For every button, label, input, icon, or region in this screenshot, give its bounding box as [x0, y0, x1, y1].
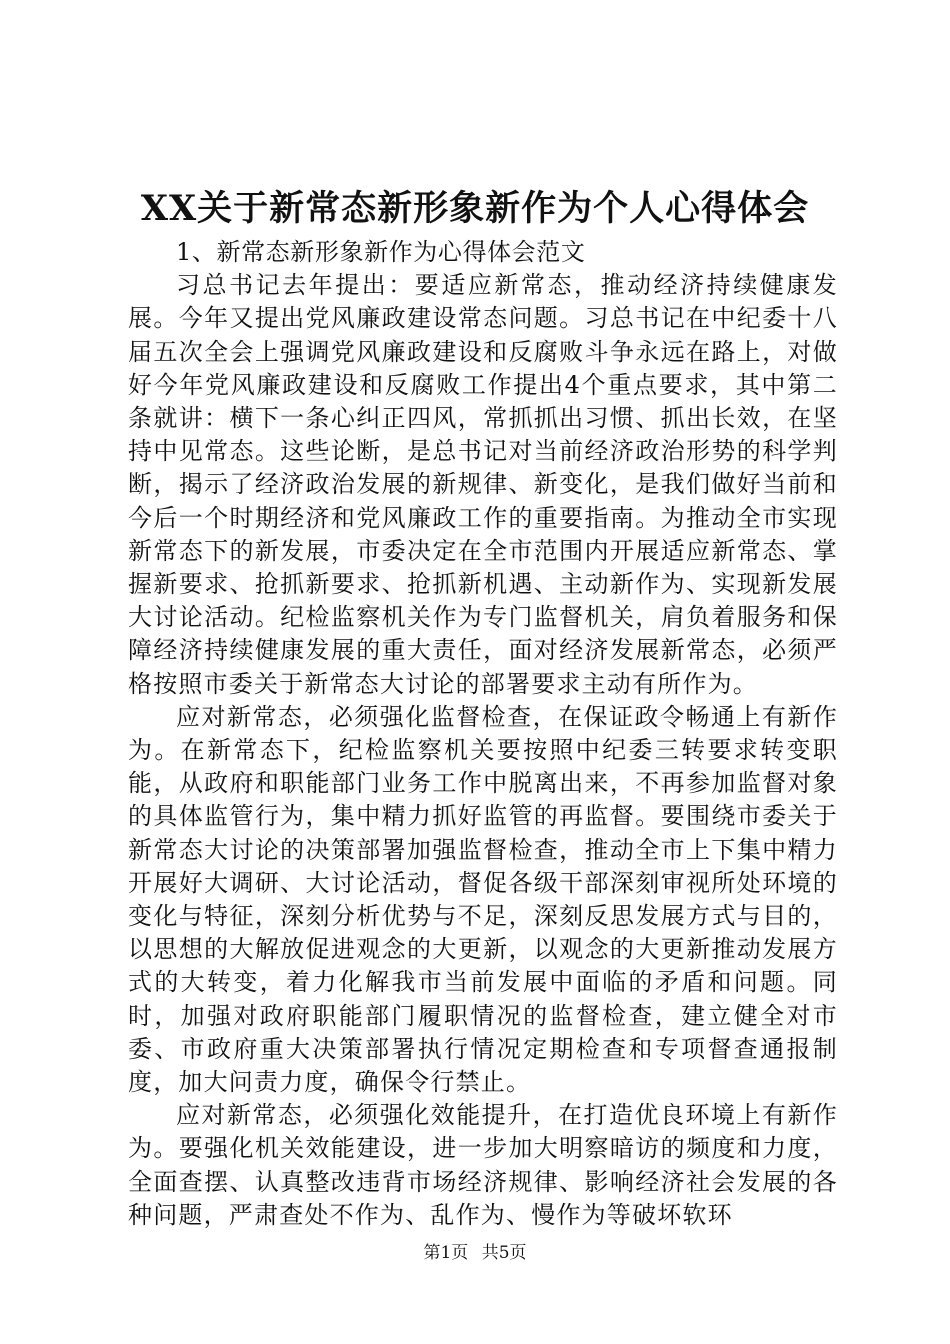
paragraph-2: 应对新常态，必须强化监督检查，在保证政令畅通上有新作为。在新常态下，纪检监察机关要按照中纪委三转要求转变职能，从政府和职能部门业务工作中脱离出来，不再参加监督对象的具体监管行为，集中精力抓好监管的再监督。要围绕市委关于新常态大讨论的决策部署加强监督检查，推动全市上下集中精力开展好大调研、大讨论活动，督促各级干部深刻审视所处环境的变化与特征，深刻分析优势与不足，深刻反思发展方式与目的，以思想的大解放促进观念的大更新，以观念的大更新推动发展方式的大转变，着力化解我市当前发展中面临的矛盾和问题。同时，加强对政府职能部门履职情况的监督检查，建立健全对市委、市政府重大决策部署执行情况定期检查和专项督查通报制度，加大问责力度，确保令行禁止。	[128, 702, 838, 1097]
document-title: XX关于新常态新形象新作为个人心得体会	[140, 188, 810, 229]
page-footer	[0, 1242, 950, 1264]
document-body	[128, 236, 838, 1232]
page-total: 共5页	[481, 1243, 527, 1263]
section-subheading: 1、新常态新形象新作为心得体会范文	[176, 238, 586, 266]
paragraph-3: 应对新常态，必须强化效能提升，在打造优良环境上有新作为。要强化机关效能建设，进一步加大明察暗访的频度和力度，全面查摆、认真整改违背市场经济规律、影响经济社会发展的各种问题，严肃查处不作为、乱作为、慢作为等破坏软环	[128, 1101, 838, 1229]
page-number: 第1页	[423, 1243, 469, 1263]
paragraph-1: 习总书记去年提出：要适应新常态，推动经济持续健康发展。今年又提出党风廉政建设常态问题。习总书记在中纪委十八届五次全会上强调党风廉政建设和反腐败斗争永远在路上，对做好今年党风廉政建设和反腐败工作提出4个重点要求，其中第二条就讲：横下一条心纠正四风，常抓抓出习惯、抓出长效，在坚持中见常态。这些论断，是总书记对当前经济政治形势的科学判断，揭示了经济政治发展的新规律、新变化，是我们做好当前和今后一个时期经济和党风廉政工作的重要指南。为推动全市实现新常态下的新发展，市委决定在全市范围内开展适应新常态、掌握新要求、抢抓新要求、抢抓新机遇、主动新作为、实现新发展大讨论活动。纪检监察机关作为专门监督机关，肩负着服务和保障经济持续健康发展的重大责任，面对经济发展新常态，必须严格按照市委关于新常态大讨论的部署要求主动有所作为。	[128, 271, 838, 698]
